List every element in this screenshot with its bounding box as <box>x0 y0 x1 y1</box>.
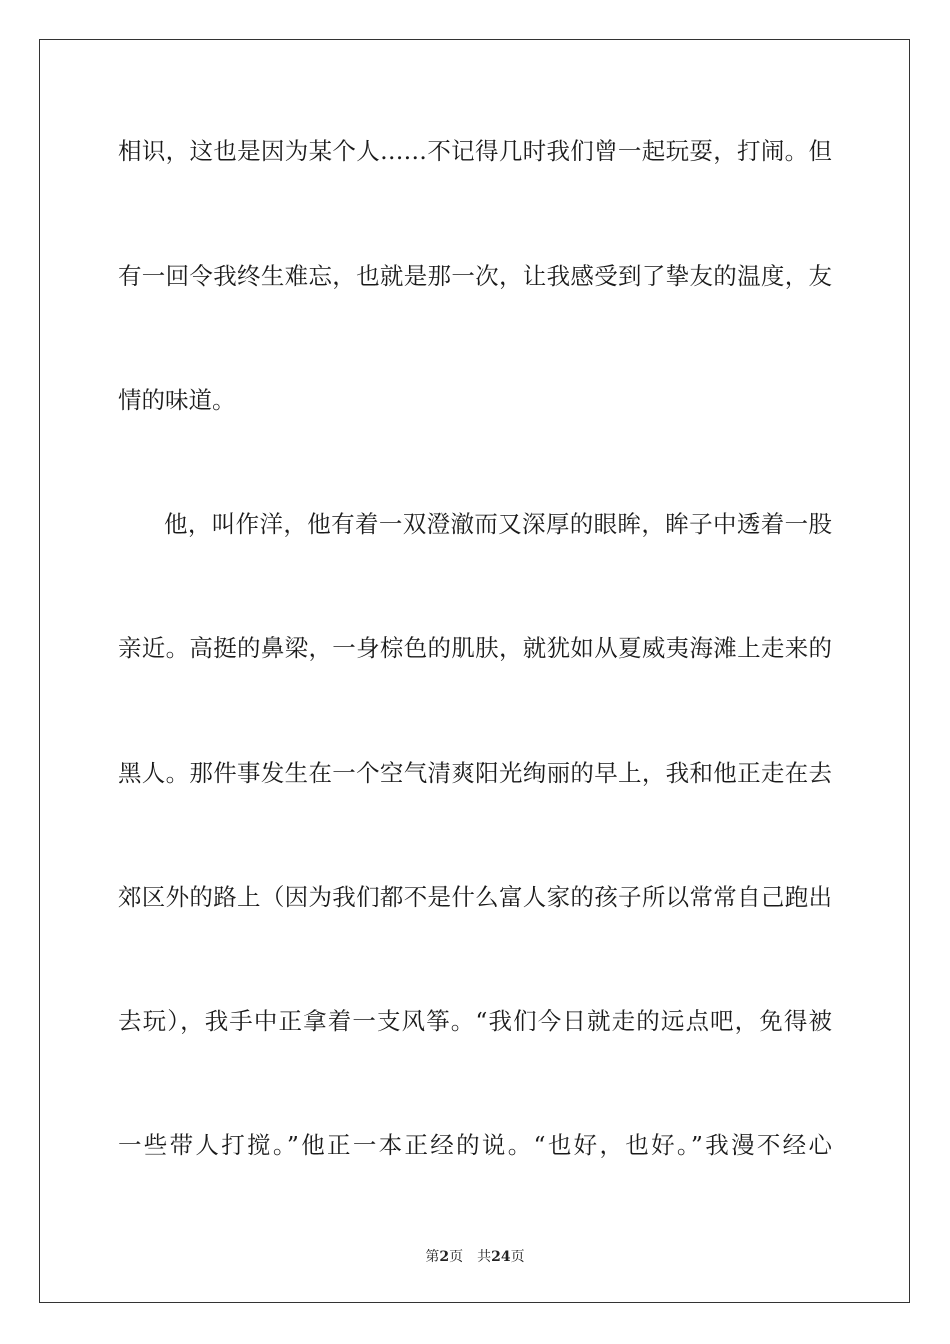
paragraph-line: 去玩），我手中正拿着一支风筝。“我们今日就走的远点吧，免得被 <box>118 1007 832 1035</box>
paragraph-line: 他，叫作洋，他有着一双澄澈而又深厚的眼眸，眸子中透着一股 <box>164 510 832 538</box>
paragraph-line: 有一回令我终生难忘，也就是那一次，让我感受到了挚友的温度，友 <box>118 262 832 290</box>
paragraph-line: 郊区外的路上（因为我们都不是什么富人家的孩子所以常常自己跑出 <box>118 883 832 911</box>
page-footer <box>0 1247 950 1267</box>
total-pages: 24 <box>491 1249 511 1265</box>
paragraph-line: 相识，这也是因为某个人……不记得几时我们曾一起玩耍，打闹。但 <box>118 137 832 165</box>
page-border <box>39 39 910 1303</box>
paragraph-line: 黑人。那件事发生在一个空气清爽阳光绚丽的早上，我和他正走在去 <box>118 759 832 787</box>
paragraph-line: 一些带人打搅。”他正一本正经的说。“也好，也好。”我漫不经心 <box>118 1131 832 1159</box>
paragraph-line: 情的味道。 <box>118 386 236 414</box>
total-pages-suffix: 页 <box>510 1249 525 1265</box>
page-number-prefix: 第 <box>425 1249 440 1265</box>
page-number-suffix: 页 <box>449 1249 464 1265</box>
page-number: 2 <box>439 1249 450 1265</box>
total-pages-prefix: 共 <box>477 1249 492 1265</box>
paragraph-line: 亲近。高挺的鼻梁，一身棕色的肌肤，就犹如从夏威夷海滩上走来的 <box>118 634 832 662</box>
